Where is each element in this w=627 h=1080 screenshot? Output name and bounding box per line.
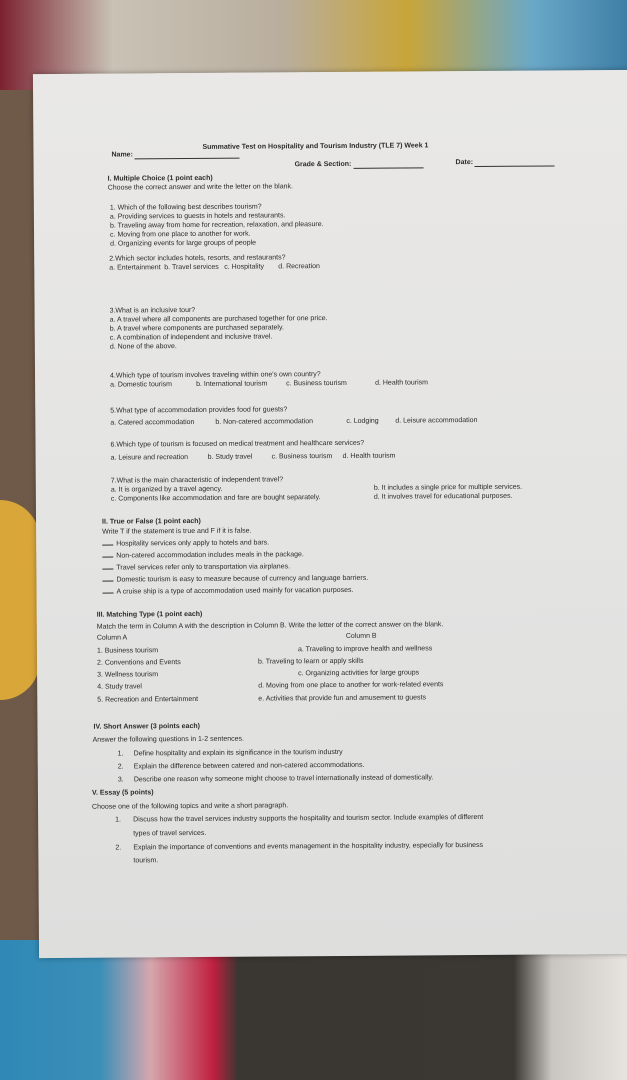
choice: c. Hospitality bbox=[224, 263, 264, 271]
essay-topic: Explain the importance of conventions and events management in the hospitality industry, especially for business bbox=[133, 841, 484, 852]
tf-item bbox=[103, 587, 354, 597]
part4-heading: IV. Short Answer (3 points each) bbox=[93, 722, 200, 731]
column-a-item: 4. Study travel bbox=[97, 683, 142, 691]
column-b-item: c. Organizing activities for large groups bbox=[298, 669, 420, 678]
choice: c. Lodging bbox=[346, 417, 379, 425]
choice: d. Organizing events for large groups of people bbox=[110, 239, 257, 248]
column-b-item: e. Activities that provide fun and amusement to guests bbox=[258, 694, 427, 703]
choice: c. Moving from one place to another for work. bbox=[110, 230, 251, 239]
part5-instruction: Choose one of the following topics and write a short paragraph. bbox=[92, 802, 289, 811]
tf-item bbox=[102, 563, 290, 572]
choice: b. Traveling away from home for recreation, relaxation, and pleasure. bbox=[109, 221, 324, 230]
column-a-label: Column A bbox=[96, 634, 128, 642]
part1-heading: I. Multiple Choice (1 point each) bbox=[107, 174, 213, 183]
short-answer-number: 3. bbox=[117, 776, 124, 784]
choice: b. Non-catered accommodation bbox=[215, 418, 314, 426]
part3-heading: III. Matching Type (1 point each) bbox=[96, 610, 203, 619]
short-answer-question: Define hospitality and explain its significance in the tourism industry bbox=[133, 748, 343, 758]
column-b-item: d. Moving from one place to another for work-related events bbox=[258, 681, 444, 690]
question: 7.What is the main characteristic of independent travel? bbox=[110, 476, 284, 485]
test-paper bbox=[33, 70, 627, 958]
tf-statement: Hospitality services only apply to hotels and bars. bbox=[116, 539, 270, 548]
choice: d. Recreation bbox=[278, 263, 320, 271]
tf-statement: A cruise ship is a type of accommodation used mainly for vacation purposes. bbox=[116, 586, 354, 596]
column-a-item: 5. Recreation and Entertainment bbox=[97, 695, 199, 704]
choice: d. It involves travel for educational purposes. bbox=[373, 492, 513, 501]
choice: d. None of the above. bbox=[109, 343, 177, 351]
choice: c. A combination of independent and inclusive travel. bbox=[109, 333, 273, 342]
choice: c. Business tourism bbox=[286, 379, 347, 388]
tf-statement: Non-catered accommodation includes meals in the package. bbox=[116, 551, 304, 560]
choice: b. Travel services bbox=[164, 263, 219, 272]
choice: c. Components like accommodation and fare are bought separately. bbox=[110, 494, 321, 503]
essay-number: 2. bbox=[115, 844, 122, 852]
choice: a. Entertainment bbox=[109, 264, 161, 272]
choice: a. A travel where all components are purchased together for one price. bbox=[109, 315, 328, 324]
choice: c. Business tourism bbox=[271, 453, 333, 461]
question: 3.What is an inclusive tour? bbox=[109, 306, 196, 315]
choice: a. It is organized by a travel agency. bbox=[110, 485, 223, 494]
essay-topic: tourism. bbox=[133, 857, 159, 865]
column-b-item: b. Traveling to learn or apply skills bbox=[258, 657, 364, 666]
question: 2.Which sector includes hotels, resorts, and restaurants? bbox=[109, 254, 286, 263]
essay-topic: Discuss how the travel services industry supports the hospitality and tourism sector. Include examples of different bbox=[133, 813, 484, 824]
name-field[interactable] bbox=[111, 151, 239, 160]
question: 5.What type of accommodation provides food for guests? bbox=[110, 406, 288, 415]
column-a-item: 2. Conventions and Events bbox=[97, 659, 181, 667]
choice: b. Study travel bbox=[207, 453, 253, 461]
choice: a. Providing services to guests in hotels and restaurants. bbox=[109, 212, 286, 221]
answer-blank[interactable] bbox=[102, 557, 113, 558]
choice: a. Catered accommodation bbox=[110, 418, 195, 427]
grade-section-field[interactable] bbox=[295, 160, 424, 169]
choice: d. Leisure accommodation bbox=[395, 417, 478, 425]
choice: b. A travel where components are purchased separately. bbox=[109, 324, 284, 333]
choice: d. Health tourism bbox=[342, 452, 396, 460]
part5-heading: V. Essay (5 points) bbox=[91, 789, 154, 797]
short-answer-number: 2. bbox=[117, 763, 124, 771]
date-label: Date: bbox=[455, 159, 474, 167]
answer-blank[interactable] bbox=[102, 581, 113, 582]
part2-heading: II. True or False (1 point each) bbox=[102, 517, 201, 526]
choice: d. Health tourism bbox=[375, 379, 429, 387]
short-answer-question: Explain the difference between catered and non-catered accommodations. bbox=[133, 761, 365, 771]
choice: a. Leisure and recreation bbox=[110, 454, 189, 462]
choice: b. It includes a single price for multiple services. bbox=[373, 483, 523, 492]
background-left bbox=[0, 500, 40, 700]
part4-instruction: Answer the following questions in 1-2 sentences. bbox=[92, 735, 244, 744]
column-b-label: Column B bbox=[345, 632, 377, 640]
column-b-item: a. Traveling to improve health and wellness bbox=[297, 645, 433, 654]
date-field[interactable] bbox=[456, 158, 556, 167]
tf-statement: Travel services refer only to transportation via airplanes. bbox=[116, 563, 291, 572]
name-label: Name: bbox=[111, 151, 133, 159]
part3-instruction: Match the term in Column A with the description in Column B. Write the letter of the correct answer on the blank. bbox=[96, 621, 444, 631]
tf-statement: Domestic tourism is easy to measure because of currency and language barriers. bbox=[116, 574, 369, 584]
short-answer-number: 1. bbox=[117, 750, 124, 758]
test-title: Summative Test on Hospitality and Tourism Industry (TLE 7) Week 1 bbox=[202, 142, 429, 151]
essay-number: 1. bbox=[115, 816, 121, 824]
choice: b. International tourism bbox=[196, 380, 268, 388]
tf-item bbox=[102, 539, 269, 548]
background-bottom bbox=[0, 940, 627, 1080]
answer-blank[interactable] bbox=[102, 569, 113, 570]
choice: a. Domestic tourism bbox=[110, 381, 172, 389]
question: 1. Which of the following best describes tourism? bbox=[109, 203, 262, 212]
tf-item bbox=[102, 551, 304, 560]
answer-blank[interactable] bbox=[102, 545, 113, 546]
tf-item bbox=[102, 575, 368, 585]
grade-section-label: Grade & Section: bbox=[294, 160, 352, 169]
question: 6.Which type of tourism is focused on medical treatment and healthcare services? bbox=[110, 439, 365, 449]
column-a-item: 3. Wellness tourism bbox=[97, 671, 159, 679]
part2-instruction: Write T if the statement is true and F if it is false. bbox=[102, 527, 252, 536]
column-a-item: 1. Business tourism bbox=[96, 647, 159, 655]
answer-blank[interactable] bbox=[103, 593, 114, 594]
part1-instruction: Choose the correct answer and write the letter on the blank. bbox=[107, 183, 293, 192]
essay-topic: types of travel services. bbox=[133, 829, 207, 838]
short-answer-question: Describe one reason why someone might choose to travel internationally instead of domestically. bbox=[133, 774, 434, 784]
question: 4.Which type of tourism involves traveling within one's own country? bbox=[110, 371, 321, 380]
